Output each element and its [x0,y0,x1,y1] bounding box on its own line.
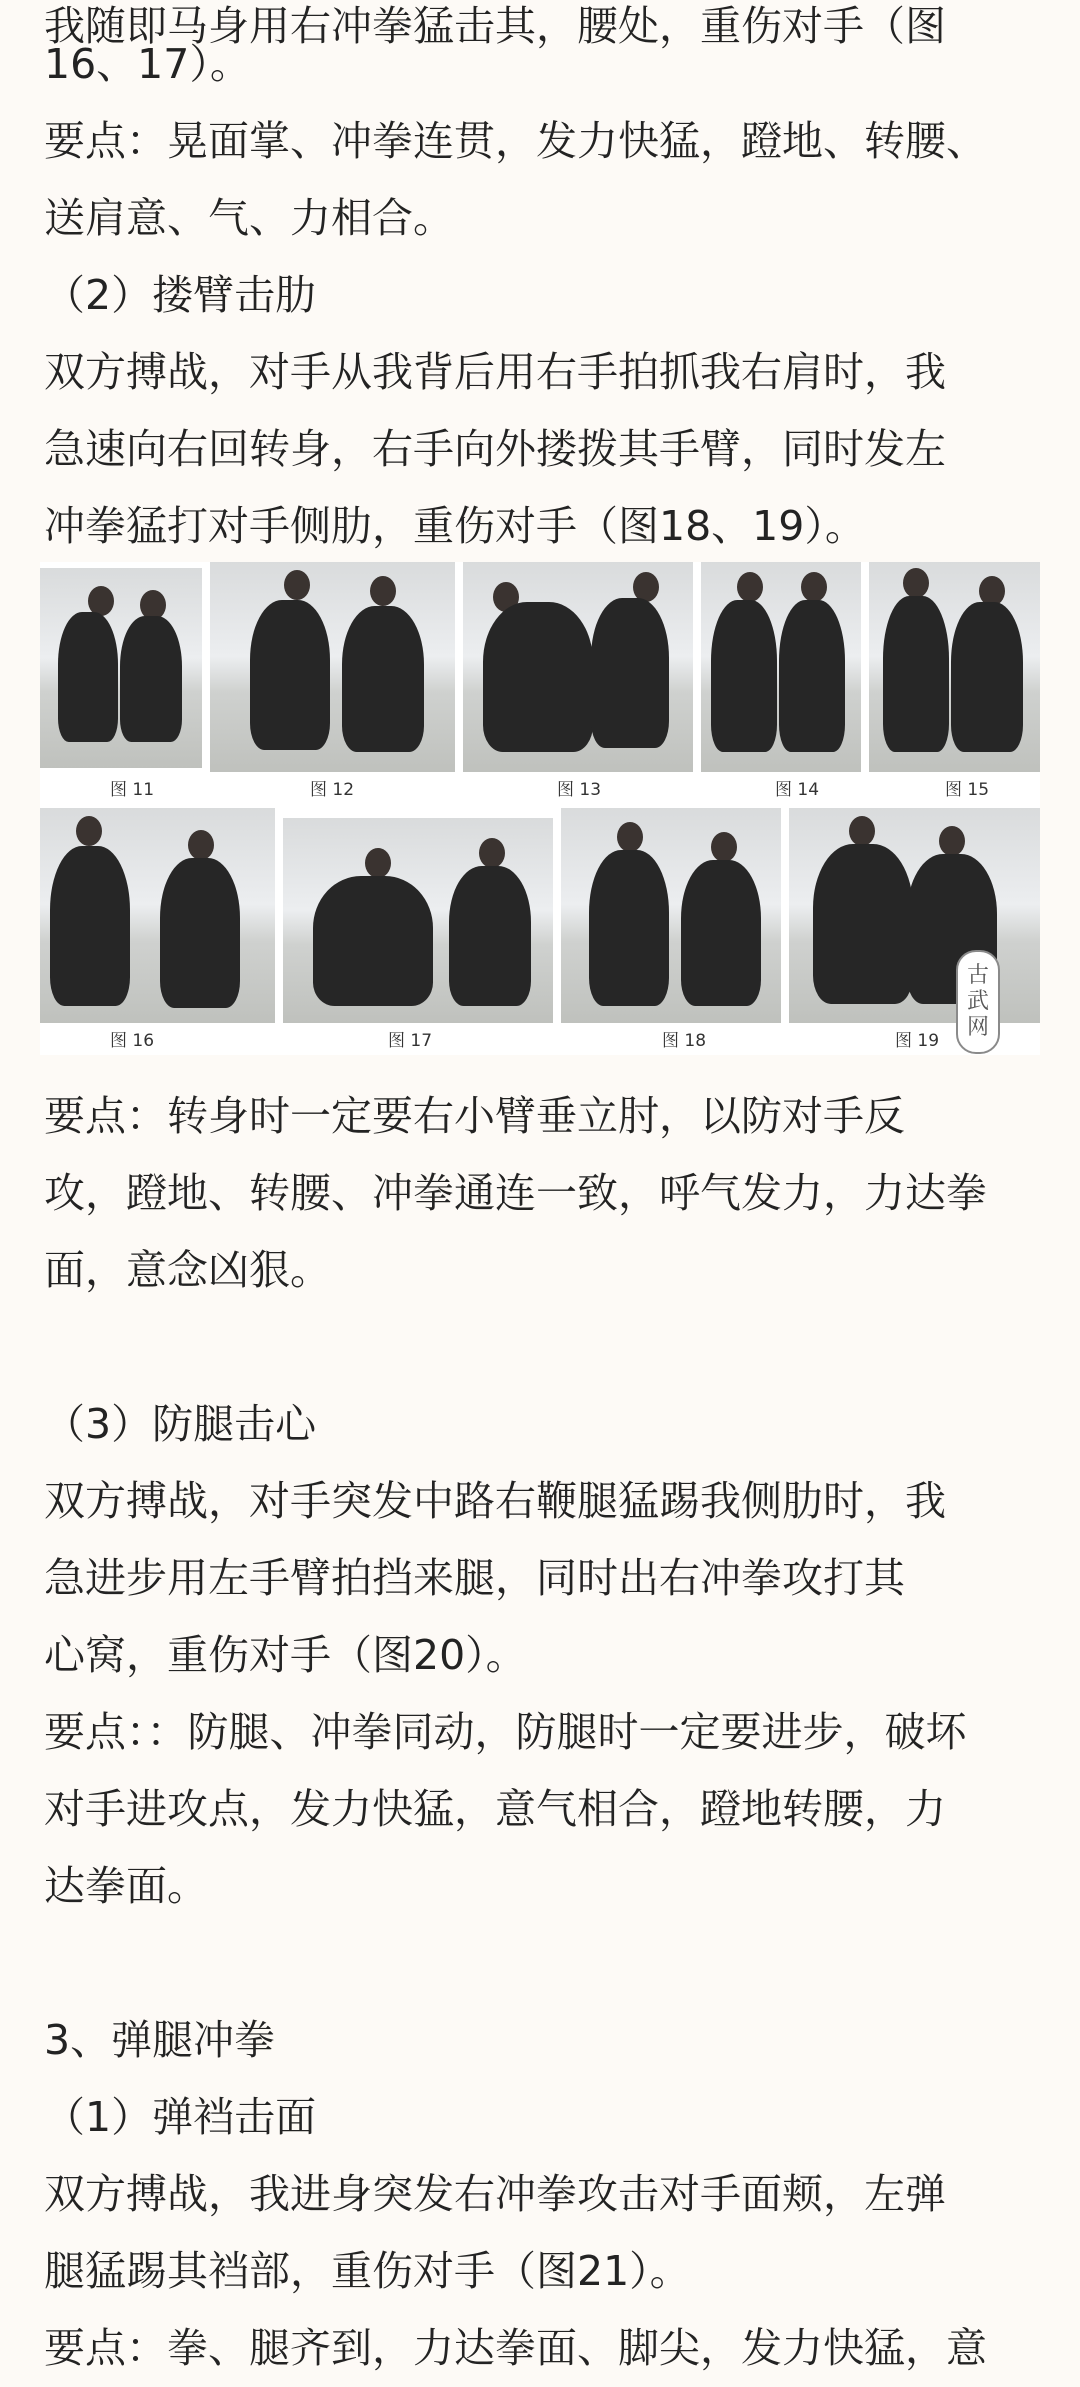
site-watermark-logo: 古 武 网 [956,950,1000,1054]
figure-caption: 图 14 [775,780,820,800]
section-heading: 3、弹腿冲拳 [44,2016,276,2064]
figure-caption: 图 15 [945,780,990,800]
text-line: 双方搏战，对手突发中路右鞭腿猛踢我侧肋时，我 [44,1477,946,1525]
text-line: 双方搏战，我进身突发右冲拳攻击对手面颊，左弹 [44,2170,946,2218]
photo-fig-13 [463,562,693,772]
text-line: 达拳面。 [44,1862,208,1910]
text-line: 对手进攻点，发力快猛，意气相合，蹬地转腰，力 [44,1785,946,1833]
text-line: 腿猛踢其裆部，重伤对手（图21）。 [44,2247,691,2295]
text-line: 急速向右回转身，右手向外搂拨其手臂，同时发左 [44,425,946,473]
text-line: 送肩意、气、力相合。 [44,194,454,242]
text-line: 双方搏战，对手从我背后用右手拍抓我右肩时，我 [44,348,946,396]
figure-caption: 图 11 [110,780,155,800]
text-line: 要点：拳、腿齐到，力达拳面、脚尖，发力快猛，意 [44,2324,987,2372]
text-line: 面，意念凶狠。 [44,1246,331,1294]
figure-caption: 图 19 [895,1031,940,1051]
text-line: 要点：晃面掌、冲拳连贯，发力快猛，蹬地、转腰、 [44,117,987,165]
figure-caption: 图 12 [310,780,355,800]
figure-caption: 图 17 [388,1031,433,1051]
text-line: 我随即马身用右冲拳猛击其，腰处，重伤对手（图 [44,2,946,50]
figure-photo-grid [40,562,1040,1055]
photo-fig-14 [701,562,861,772]
text-line: 急进步用左手臂拍挡来腿，同时出右冲拳攻打其 [44,1554,905,1602]
subsection-heading: （1）弹裆击面 [44,2093,317,2141]
photo-fig-11 [40,568,202,768]
section-heading: （2）搂臂击肋 [44,271,317,319]
figure-caption: 图 18 [662,1031,707,1051]
text-line: 冲拳猛打对手侧肋，重伤对手（图18、19）。 [44,502,866,550]
figure-caption: 图 13 [557,780,602,800]
photo-fig-17 [283,818,553,1023]
text-line: 攻，蹬地、转腰、冲拳通连一致，呼气发力，力达拳 [44,1169,987,1217]
figure-caption: 图 16 [110,1031,155,1051]
text-line: 16、17）。 [44,40,251,88]
photo-fig-15 [869,562,1040,772]
text-line: 要点：转身时一定要右小臂垂立肘，以防对手反 [44,1092,905,1140]
text-line: 要点：：防腿、冲拳同动，防腿时一定要进步，破坏 [44,1708,967,1756]
photo-fig-19 [789,808,1040,1023]
section-heading: （3）防腿击心 [44,1400,317,1448]
photo-fig-16 [40,808,275,1023]
text-line: 心窝，重伤对手（图20）。 [44,1631,527,1679]
photo-fig-18 [561,808,781,1023]
photo-fig-12 [210,562,455,772]
